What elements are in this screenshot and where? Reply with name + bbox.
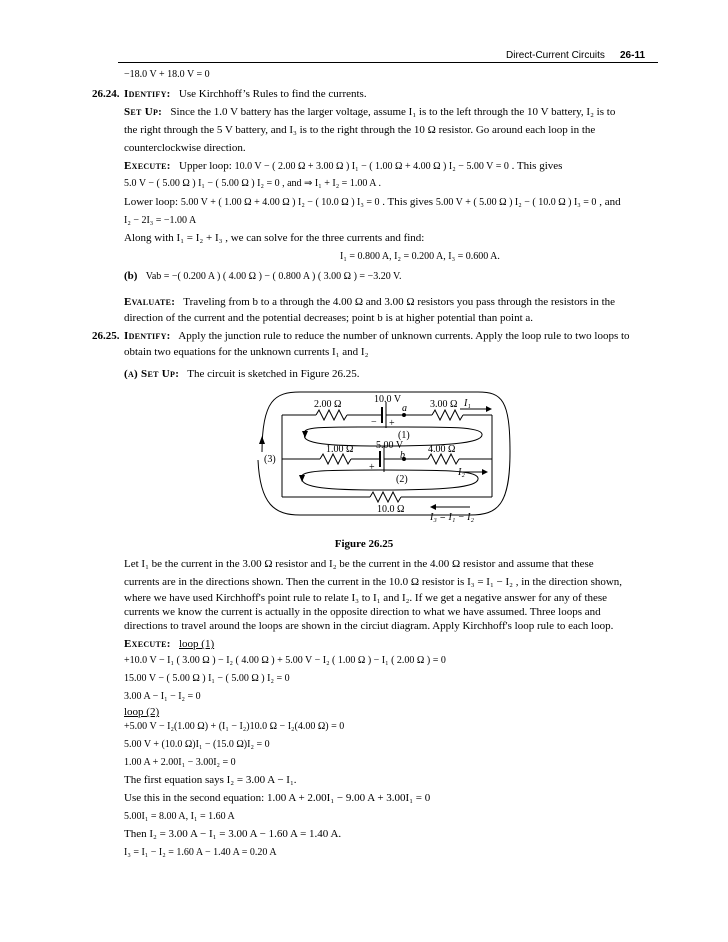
label-minus-10v: −	[371, 417, 377, 428]
execute-line	[124, 638, 214, 651]
text-line: Along with I₁ = I₂ + I₃ , we can solve for the three currents and find:	[124, 232, 425, 244]
label-i2: I₂	[458, 467, 465, 478]
equation-line: 3.00 A − I₁ − I₂ = 0	[124, 691, 201, 702]
label-point-b: b	[400, 450, 405, 461]
loop-2-label: loop (2)	[124, 706, 160, 718]
text-line: Let I₁ be the current in the 3.00 Ω resistor and I₂ be the current in the 4.00 Ω resistor and assume that these	[124, 558, 594, 570]
label-5v: 5.00 V	[376, 440, 404, 451]
resistor-4ohm	[428, 454, 459, 464]
setup-text: Since the 1.0 V battery has the larger voltage, assume I₁ is to the left through the 10 V battery, I₂ is to	[170, 106, 616, 118]
label-2ohm: 2.00 Ω	[314, 399, 342, 410]
equation-line: 5.0 V − ( 5.00 Ω ) I₁ − ( 5.00 Ω ) I₂ = 0 , and ⇒ I₁ + I₂ = 1.00 A .	[124, 178, 381, 189]
label-loop-2: (2)	[396, 474, 408, 485]
label-plus-10v: +	[389, 418, 395, 429]
loop-2-path	[302, 470, 478, 490]
text-line: Use this in the second equation: 1.00 A + 2.00I₁ − 9.00 A + 3.00I₁ = 0	[124, 792, 431, 804]
equation: 5.00 V + ( 5.00 Ω ) I₂ − ( 10.0 Ω ) I₃ = 0	[435, 197, 597, 208]
identify-label: Identify:	[124, 88, 171, 100]
execute-label: Execute:	[124, 160, 171, 172]
resistor-1ohm	[320, 454, 351, 464]
text-line: direction of the current and the potential decreases; point b is at higher potential than point a.	[124, 312, 534, 324]
setup-label: (a) Set Up:	[124, 368, 180, 380]
text-line: the right through the 5 V battery, and I₃ is to the right through the 10 Ω resistor. Go around each loop in the	[124, 124, 596, 136]
i3-arrow-head	[430, 504, 436, 510]
problem-number: 26.24.	[92, 88, 120, 100]
result-line: I₁ = 0.800 A, I₂ = 0.200 A, I₃ = 0.600 A.	[340, 251, 500, 262]
equation-line: 15.00 V − ( 5.00 Ω ) I₁ − ( 5.00 Ω ) I₂ = 0	[124, 673, 290, 684]
loop-2-arrow-head	[299, 475, 305, 482]
text-line: obtain two equations for the unknown currents I₁ and I₂	[124, 346, 369, 358]
text-line: where we have used Kirchhoff's point rule to relate I₃ to I₁ and I₂. If we get a negative answer for any of these	[124, 592, 608, 604]
text: . This gives	[382, 196, 434, 208]
text: . This gives	[511, 160, 563, 172]
text-line: The first equation says I₂ = 3.00 A − I₁.	[124, 774, 297, 786]
text-line: directions to travel around the loops are shown in the circiut diagram. Apply Kirchhoff's loop rule to each loop.	[124, 620, 614, 632]
setup-text: The circuit is sketched in Figure 26.25.	[187, 368, 360, 380]
text-line: currents we know the current is actually in the opposite direction to what we have assumed. Three loops and	[124, 606, 601, 618]
equation-line: 5.00I₁ = 8.00 A, I₁ = 1.60 A	[124, 811, 235, 822]
label-1ohm: 1.00 Ω	[326, 444, 354, 455]
i2-arrow-head	[482, 469, 488, 475]
label-loop-1: (1)	[398, 430, 410, 441]
label-10v: 10.0 V	[374, 394, 402, 405]
loop-1-label: loop (1)	[179, 638, 215, 650]
equation-line: 5.00 V + (10.0 Ω)I₁ − (15.0 Ω)I₂ = 0	[124, 739, 270, 750]
equation: Vab = −( 0.200 A ) ( 4.00 Ω ) − ( 0.800 A ) ( 3.00 Ω ) = −3.20 V.	[145, 271, 402, 282]
equation-line: 1.00 A + 2.00I₁ − 3.00I₂ = 0	[124, 757, 236, 768]
equation-line: +10.0 V − I₁ ( 3.00 Ω ) − I₂ ( 4.00 Ω ) + 5.00 V − I₂ ( 1.00 Ω ) − I₁ ( 2.00 Ω ) = 0	[124, 655, 446, 666]
resistor-10ohm	[370, 492, 401, 502]
resistor-3ohm	[432, 410, 463, 420]
text: Upper loop:	[179, 160, 232, 172]
i1-arrow-head	[486, 406, 492, 412]
problem-number: 26.25.	[92, 330, 120, 342]
execute-label: Execute:	[124, 638, 171, 650]
text-line: currents are in the directions shown. Then the current in the 10.0 Ω resistor is I₃ = I₁ − I₂ , in the direction shown,	[124, 576, 623, 588]
setup-label: Set Up:	[124, 106, 163, 118]
equation-line: −18.0 V + 18.0 V = 0	[124, 69, 210, 80]
evaluate-label: Evaluate:	[124, 296, 176, 308]
equation: 5.00 V + ( 1.00 Ω + 4.00 Ω ) I₂ − ( 10.0 Ω ) I₃ = 0	[180, 197, 380, 208]
text: Traveling from b to a through the 4.00 Ω and 3.00 Ω resistors you pass through the resistors in the	[183, 296, 616, 308]
resistor-2ohm	[316, 410, 347, 420]
text-line: counterclockwise direction.	[124, 142, 246, 154]
equation-line: I₃ = I₁ − I₂ = 1.60 A − 1.40 A = 0.20 A	[124, 847, 277, 858]
equation-line: +5.00 V − I₂(1.00 Ω) + (I₁ − I₂)10.0 Ω − I₂(4.00 Ω) = 0	[124, 721, 345, 732]
loop-3-arrow-head	[259, 436, 265, 444]
equation: 10.0 V − ( 2.00 Ω + 3.00 Ω ) I₁ − ( 1.00 Ω + 4.00 Ω ) I₂ − 5.00 V = 0	[234, 161, 509, 172]
label-point-a: a	[402, 403, 407, 414]
loop-1-arrow-head	[302, 431, 308, 438]
label-i1: I₁	[464, 398, 471, 409]
identify-label: Identify:	[124, 330, 171, 342]
identify-text: Use Kirchhoff’s Rules to find the currents.	[178, 88, 367, 100]
label-3ohm: 3.00 Ω	[430, 399, 458, 410]
label-4ohm: 4.00 Ω	[428, 444, 456, 455]
identify-text: Apply the junction rule to reduce the number of unknown currents. Apply the loop rule to two loops to	[178, 330, 630, 342]
part-b-label: (b)	[124, 270, 138, 282]
equation-line: I₂ − 2I₃ = −1.00 A	[124, 215, 197, 226]
text: Lower loop:	[124, 196, 179, 208]
page-number: 26-11	[620, 50, 646, 61]
label-plus-5v: +	[369, 462, 375, 473]
label-loop-3: (3)	[264, 454, 276, 465]
label-10ohm: 10.0 Ω	[377, 504, 405, 515]
label-i3: I₃ = I₁ − I₂	[430, 512, 474, 523]
text-line: Then I₂ = 3.00 A − I₁ = 3.00 A − 1.60 A = 1.40 A.	[124, 828, 342, 840]
text: , and	[599, 196, 621, 208]
figure-caption: Figure 26.25	[334, 538, 394, 550]
running-title: Direct-Current Circuits	[506, 50, 605, 61]
